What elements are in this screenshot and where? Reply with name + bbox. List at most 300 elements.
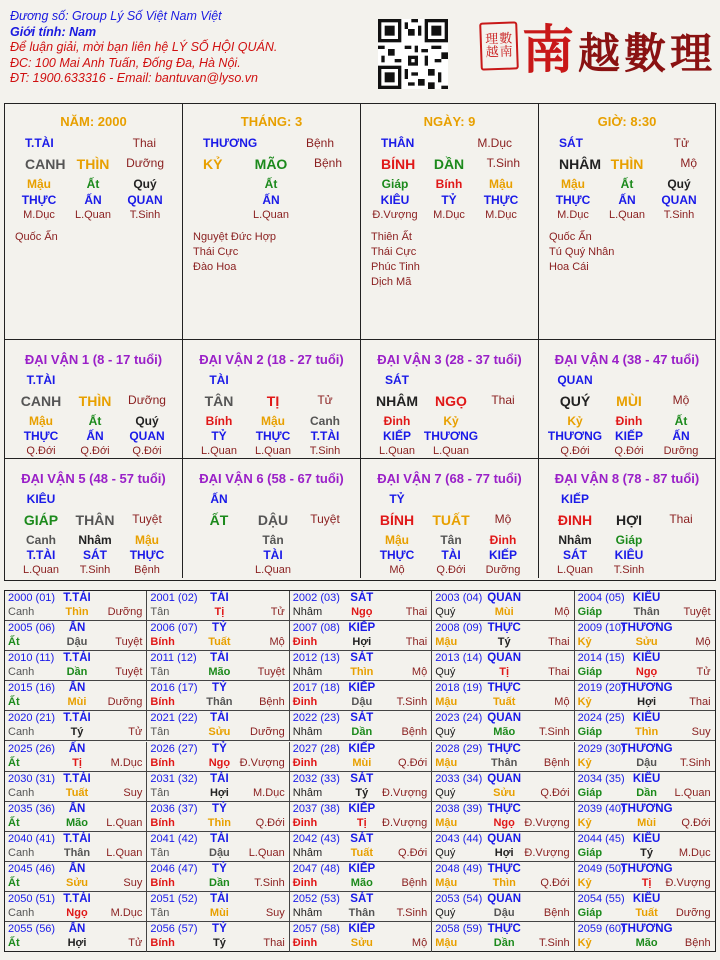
annual-state: Đ.Vượng <box>524 846 570 859</box>
annual-palace: TÀI <box>210 592 229 604</box>
hidden-tuong-sinh: M.Dục <box>23 209 55 221</box>
annual-can: Đinh <box>292 937 318 950</box>
qr-code-icon[interactable] <box>378 19 448 89</box>
annual-year: 2022 (23) <box>292 712 340 725</box>
annual-chi: Mão <box>635 937 658 950</box>
dai-van-hidden-tuong-sinh: L.Quan <box>254 445 292 457</box>
annual-chi: Tý <box>70 726 84 739</box>
dai-van-title: ĐẠI VẬN 4 (38 - 47 tuổi) <box>554 352 700 367</box>
dai-van-can: TÂN <box>204 393 234 409</box>
dai-van-tuong-sinh: Tuyệt <box>310 512 340 526</box>
seal-stamp: 理 數 越 南 <box>479 21 519 70</box>
dai-van-hidden-can: Đinh <box>489 533 517 547</box>
annual-state: Suy <box>691 726 711 739</box>
annual-can: Tân <box>150 786 170 799</box>
annual-palace: KIẾP <box>348 923 376 936</box>
annual-cell <box>147 772 289 802</box>
gender-line <box>10 25 370 41</box>
annual-year: 2053 (54) <box>435 893 483 905</box>
annual-year: 2027 (28) <box>292 742 340 755</box>
dai-van-hidden-can: Mậu <box>29 414 53 428</box>
annual-state: Tuyệt <box>115 636 143 649</box>
annual-cell <box>147 681 289 711</box>
dai-van-chi: THÌN <box>78 393 112 409</box>
annual-state: Dưỡng <box>107 606 143 618</box>
hidden-tuong-sinh: Đ.Vượng <box>372 209 418 221</box>
annual-palace: SÁT <box>350 893 374 905</box>
annual-cell <box>147 862 289 892</box>
dai-van-hidden-tuong-sinh: L.Quan <box>254 564 292 576</box>
annual-cell <box>575 772 715 802</box>
hidden-thap-than: THỰC <box>21 193 57 207</box>
hidden-tuong-sinh: M.Dục <box>433 209 465 221</box>
pillar-cell <box>539 104 715 340</box>
dai-van-hidden-thap-than: ẤN <box>86 429 104 443</box>
annual-cell <box>432 892 574 922</box>
pillar-star: Thiên Ất <box>371 231 412 243</box>
hidden-can: Bính <box>435 177 463 191</box>
annual-year: 2000 (01) <box>8 592 56 604</box>
annual-state: Tử <box>696 666 711 679</box>
pillar-chi-tuong-sinh: T.Sinh <box>486 156 520 170</box>
annual-cell <box>575 651 715 681</box>
annual-cell <box>147 591 289 621</box>
annual-can: Tân <box>150 606 170 618</box>
annual-cell <box>575 892 715 922</box>
annual-chi: Thân <box>206 696 233 709</box>
annual-state: Mộ <box>269 636 285 649</box>
annual-chi: Tý <box>355 786 369 799</box>
dai-van-thap-than: ẤN <box>210 492 228 506</box>
annual-year: 2003 (04) <box>435 592 483 604</box>
annual-year: 2031 (32) <box>150 772 198 785</box>
annual-state: Suy <box>265 907 285 919</box>
annual-cell <box>147 892 289 922</box>
annual-chi: Thân <box>348 907 375 919</box>
annual-state: Bệnh <box>543 756 570 769</box>
annual-can: Mậu <box>435 816 458 829</box>
hidden-thap-than: ẤN <box>618 193 636 207</box>
pillar-thap-than: T.TÀI <box>25 136 54 150</box>
dai-van-hidden-thap-than: ẤN <box>672 429 690 443</box>
annual-cell <box>575 832 715 862</box>
annual-chi: Dần <box>351 726 373 739</box>
annual-chi: Hợi <box>637 696 657 709</box>
annual-chi: Tuất <box>492 696 516 709</box>
dai-van-chi: TỊ <box>266 393 280 409</box>
annual-cell <box>5 862 147 892</box>
dai-van-hidden-tuong-sinh: Bệnh <box>134 564 160 576</box>
annual-palace: TỶ <box>212 802 227 815</box>
pillar-chi-tuong-sinh: Dưỡng <box>126 156 164 170</box>
dai-van-can: GIÁP <box>23 512 59 528</box>
annual-cell <box>5 681 147 711</box>
annual-can: Mậu <box>435 636 458 649</box>
annual-year: 2036 (37) <box>150 802 198 815</box>
annual-chi: Tuất <box>635 907 658 919</box>
annual-palace: KIÊU <box>632 772 661 785</box>
hidden-tuong-sinh: M.Dục <box>557 209 589 221</box>
dai-van-can: ẤT <box>209 512 229 528</box>
annual-state: Đ.Vượng <box>382 786 428 799</box>
annual-state: Tuyệt <box>115 666 143 679</box>
annual-state: Thai <box>548 636 570 649</box>
pillar-tuong-sinh: Tử <box>673 136 689 150</box>
hidden-thap-than: QUAN <box>661 193 697 207</box>
annual-state: M.Dục <box>110 756 143 769</box>
annual-cell <box>290 591 432 621</box>
phone-email-line: ĐT: 1900.633316 - Email: bantuvan@lyso.vn <box>10 71 259 85</box>
annual-year: 2054 (55) <box>577 893 625 905</box>
dai-van-title: ĐẠI VẬN 8 (78 - 87 tuổi) <box>554 471 700 486</box>
annual-state: Q.Đới <box>540 786 570 799</box>
annual-can: Nhâm <box>292 846 323 859</box>
dai-van-hidden-thap-than: TỶ <box>211 429 227 443</box>
pillar-chi: THÌN <box>76 156 110 172</box>
dai-van-title: ĐẠI VẬN 7 (68 - 77 tuổi) <box>377 471 522 486</box>
annual-cell <box>147 802 289 832</box>
annual-chi: Dậu <box>351 696 373 709</box>
dai-van-thap-than: TỶ <box>389 492 405 506</box>
annual-palace: ẤN <box>68 682 86 695</box>
annual-chi: Tuất <box>65 786 89 799</box>
dai-van-hidden-can: Ất <box>674 414 688 428</box>
dai-van-tuong-sinh: Thai <box>669 512 693 526</box>
dai-van-hidden-thap-than: T.TÀI <box>310 429 340 443</box>
annual-palace: THỰC <box>487 622 521 635</box>
pillar-star: Hoa Cái <box>549 261 589 273</box>
annual-can: Canh <box>8 786 35 799</box>
annual-year: 2040 (41) <box>8 832 56 845</box>
dai-van-can: ĐINH <box>557 512 593 528</box>
annual-chi: Mùi <box>209 907 229 919</box>
annual-year: 2006 (07) <box>150 622 198 635</box>
annual-palace: THỰC <box>487 802 521 815</box>
dai-van-title: ĐẠI VẬN 6 (58 - 67 tuổi) <box>199 471 344 486</box>
address-line: ĐC: 100 Mai Anh Tuấn, Đống Đa, Hà Nội. <box>10 55 241 70</box>
annual-chi: Mùi <box>67 696 87 709</box>
annual-state: Thai <box>405 636 428 649</box>
dai-van-hidden-thap-than: THƯƠNG <box>547 429 603 443</box>
annual-can: Quý <box>435 786 456 799</box>
pillar-cell <box>5 104 183 340</box>
dai-van-chi: NGỌ <box>435 393 467 409</box>
annual-can: Ất <box>8 696 20 709</box>
annual-chi: Thìn <box>350 666 374 679</box>
annual-year: 2038 (39) <box>435 802 483 815</box>
annual-chi: Hợi <box>352 636 372 649</box>
annual-chi: Dậu <box>493 907 515 919</box>
annual-state: Q.Đới <box>681 816 711 829</box>
annual-year: 2015 (16) <box>8 682 56 695</box>
annual-cell <box>432 922 574 952</box>
dai-van-cell <box>5 340 183 459</box>
annual-chi: Thìn <box>65 606 89 618</box>
annual-can: Ất <box>8 937 20 950</box>
annual-state: Đ.Vượng <box>665 876 711 889</box>
annual-chi: Tuất <box>208 636 231 649</box>
annual-cell <box>5 922 147 952</box>
annual-chi: Hợi <box>494 846 514 859</box>
pillar-tuong-sinh: Thai <box>132 136 156 150</box>
annual-chi: Tý <box>640 846 654 859</box>
annual-can: Bính <box>150 636 175 649</box>
annual-chi: Thìn <box>207 816 231 829</box>
dai-van-hidden-thap-than: QUAN <box>129 429 165 443</box>
annual-state: T.Sinh <box>396 907 428 919</box>
annual-palace: TỶ <box>212 862 227 875</box>
annual-can: Kỷ <box>577 816 592 829</box>
hidden-thap-than: THỰC <box>555 193 591 207</box>
annual-state: Dưỡng <box>250 726 285 739</box>
annual-cell <box>5 651 147 681</box>
hidden-thap-than: ẤN <box>84 193 102 207</box>
dai-van-hidden-thap-than: KIẾP <box>488 548 518 562</box>
annual-can: Mậu <box>435 696 458 709</box>
dai-van-hidden-thap-than: THỰC <box>379 548 415 562</box>
pillar-can: KỶ <box>203 156 223 172</box>
annual-state: Mộ <box>411 666 428 679</box>
dai-van-hidden-tuong-sinh: L.Quan <box>22 564 60 576</box>
dai-van-hidden-thap-than: SÁT <box>83 548 107 562</box>
annual-can: Quý <box>435 606 456 618</box>
annual-palace: T.TÀI <box>63 712 91 725</box>
annual-chi: Mùi <box>637 816 657 829</box>
annual-state: L.Quan <box>106 846 143 859</box>
annual-palace: ẤN <box>68 862 86 875</box>
hidden-can: Mậu <box>27 177 51 191</box>
annual-chi: Sửu <box>208 726 231 739</box>
annual-cell <box>432 711 574 741</box>
annual-state: Thai <box>263 937 285 950</box>
annual-chi: Tị <box>499 666 510 679</box>
dai-van-hidden-tuong-sinh: T.Sinh <box>613 564 645 576</box>
annual-chi: Thân <box>63 846 91 859</box>
annual-chi: Tuất <box>350 846 373 859</box>
annual-year: 2020 (21) <box>8 712 56 725</box>
dai-van-hidden-can: Đinh <box>615 414 643 428</box>
annual-cell <box>432 772 574 802</box>
dai-van-hidden-can: Canh <box>310 414 340 428</box>
annual-year: 2049 (50) <box>577 862 625 875</box>
annual-chi: Dậu <box>209 846 230 859</box>
dai-van-hidden-thap-than: KIẾP <box>382 429 412 443</box>
annual-palace: TỶ <box>212 923 227 936</box>
annual-year: 2014 (15) <box>577 652 625 665</box>
dai-van-hidden-thap-than: KIÊU <box>614 548 644 562</box>
annual-can: Mậu <box>435 937 458 950</box>
annual-chi: Sửu <box>493 786 516 799</box>
annual-palace: TỶ <box>212 742 227 755</box>
annual-can: Bính <box>150 937 175 950</box>
annual-state: Dưỡng <box>675 907 711 919</box>
annual-cell <box>5 621 147 651</box>
hidden-tuong-sinh: L.Quan <box>608 209 646 221</box>
annual-palace: KIÊU <box>632 652 661 665</box>
annual-state: Suy <box>123 876 143 889</box>
dai-van-tuong-sinh: Tuyệt <box>132 512 162 526</box>
pillar-title: NGÀY: 9 <box>423 114 476 129</box>
pillar-chi: THÌN <box>610 156 644 172</box>
hidden-can: Quý <box>667 177 691 191</box>
annual-year: 2056 (57) <box>150 923 198 936</box>
annual-state: Tử <box>128 937 143 950</box>
annual-palace: THƯƠNG <box>620 742 673 755</box>
dai-van-thap-than: KIẾP <box>560 492 590 506</box>
annual-chi: Sửu <box>65 876 89 889</box>
pillar-star: Tú Quý Nhân <box>549 246 615 258</box>
dai-van-hidden-tuong-sinh: Q.Đới <box>80 445 110 457</box>
annual-can: Tân <box>150 907 170 919</box>
annual-year: 2057 (58) <box>292 923 340 936</box>
pillar-cell <box>183 104 361 340</box>
dai-van-hidden-can: Bính <box>205 414 233 428</box>
annual-can: Quý <box>435 666 456 679</box>
annual-chi: Dần <box>636 786 657 799</box>
annual-can: Ất <box>8 876 20 889</box>
pillar-star: Thái Cực <box>371 246 417 258</box>
annual-cell <box>147 922 289 952</box>
dai-van-thap-than: T.TÀI <box>26 373 56 387</box>
dai-van-can: CANH <box>20 393 62 409</box>
dai-van-hidden-thap-than: THỰC <box>129 548 165 562</box>
pillar-title: THÁNG: 3 <box>240 114 303 129</box>
annual-state: T.Sinh <box>254 876 285 889</box>
dai-van-hidden-thap-than: KIẾP <box>614 429 644 443</box>
annual-cell <box>5 742 147 772</box>
dai-van-hidden-tuong-sinh: Q.Đới <box>614 445 644 457</box>
annual-can: Canh <box>8 726 35 739</box>
annual-state: Thai <box>548 666 570 679</box>
annual-palace: T.TÀI <box>63 832 91 845</box>
annual-palace: QUAN <box>487 772 522 785</box>
dai-van-hidden-thap-than: THƯƠNG <box>423 429 479 443</box>
annual-cell <box>147 742 289 772</box>
annual-year: 2023 (24) <box>435 712 483 725</box>
annual-cell <box>290 742 432 772</box>
annual-chi: Tị <box>72 756 82 769</box>
annual-cell <box>290 802 432 832</box>
annual-cell <box>5 802 147 832</box>
annual-state: Suy <box>123 786 143 799</box>
hidden-tuong-sinh: L.Quan <box>74 209 112 221</box>
dai-van-hidden-can: Mậu <box>385 533 409 547</box>
dai-van-chi: DẬU <box>257 512 289 528</box>
annual-cell <box>575 621 715 651</box>
annual-cell <box>290 862 432 892</box>
dai-van-hidden-can: Ất <box>88 414 102 428</box>
annual-can: Tân <box>150 666 170 679</box>
annual-can: Quý <box>435 907 456 919</box>
dai-van-hidden-tuong-sinh: Q.Đới <box>560 445 590 457</box>
dai-van-hidden-can: Đinh <box>383 414 411 428</box>
annual-cell <box>575 922 715 952</box>
dai-van-cell <box>5 459 183 578</box>
annual-chi: Ngọ <box>208 756 231 769</box>
annual-cell <box>575 862 715 892</box>
annual-state: Đ.Vượng <box>524 816 570 829</box>
annual-can: Đinh <box>292 876 318 889</box>
annual-can: Nhâm <box>292 666 323 679</box>
pillar-star: Thái Cực <box>193 246 239 258</box>
dai-van-hidden-can: Nhâm <box>78 533 112 547</box>
annual-can: Đinh <box>292 756 318 769</box>
contact-line: Để luận giải, mời bạn liên hệ LÝ SỐ HỘI QUÁN. <box>10 40 278 54</box>
dai-van-cell <box>539 459 715 578</box>
pillar-star: Phúc Tinh <box>371 261 420 273</box>
pillar-tuong-sinh: M.Dục <box>477 136 512 150</box>
annual-year: 2044 (45) <box>577 832 625 845</box>
annual-state: Đ.Vượng <box>382 816 428 829</box>
annual-year: 2032 (33) <box>292 772 340 785</box>
hidden-thap-than: QUAN <box>127 193 163 207</box>
annual-can: Bính <box>150 876 175 889</box>
annual-year: 2024 (25) <box>577 712 625 725</box>
pillar-cell <box>361 104 539 340</box>
dai-van-hidden-tuong-sinh: L.Quan <box>432 445 470 457</box>
dai-van-cell <box>183 340 361 459</box>
annual-state: Mộ <box>554 606 570 618</box>
pillar-thap-than: SÁT <box>559 136 583 150</box>
annual-state: M.Dục <box>110 907 143 919</box>
pillar-tuong-sinh: Bệnh <box>305 136 334 150</box>
annual-chi: Dần <box>209 876 230 889</box>
annual-palace: KIẾP <box>348 862 376 875</box>
annual-can: Bính <box>150 816 175 829</box>
logo: 南越數理 <box>522 20 717 81</box>
annual-cell <box>5 772 147 802</box>
dai-van-hidden-can: Tân <box>262 533 284 547</box>
annual-can: Nhâm <box>292 786 323 799</box>
pillar-star: Nguyệt Đức Hợp <box>193 231 277 243</box>
annual-state: Bệnh <box>684 937 711 950</box>
annual-palace: ẤN <box>68 622 86 635</box>
annual-palace: THƯƠNG <box>620 622 673 635</box>
annual-state: T.Sinh <box>539 937 570 950</box>
annual-chi: Dần <box>493 937 515 950</box>
dai-van-hidden-can: Mậu <box>135 533 159 547</box>
annual-can: Bính <box>150 696 175 709</box>
dai-van-chi: THÂN <box>75 512 115 528</box>
annual-cell <box>5 711 147 741</box>
annual-cell <box>290 681 432 711</box>
annual-chi: Mùi <box>494 606 514 618</box>
annual-year: 2026 (27) <box>150 742 198 755</box>
hidden-can: Mậu <box>561 177 585 191</box>
annual-palace: THƯƠNG <box>620 802 673 815</box>
annual-cell <box>432 681 574 711</box>
annual-year: 2052 (53) <box>292 893 340 905</box>
annual-year: 2043 (44) <box>435 832 483 845</box>
dai-van-hidden-can: Tân <box>440 533 462 547</box>
annual-state: Bệnh <box>543 907 570 919</box>
annual-grid <box>4 590 716 952</box>
dai-van-hidden-thap-than: SÁT <box>563 548 587 562</box>
dai-van-hidden-tuong-sinh: L.Quan <box>556 564 594 576</box>
dai-van-tuong-sinh: Thai <box>491 393 515 407</box>
dai-van-hidden-can: Nhâm <box>558 533 592 547</box>
annual-can: Tân <box>150 726 170 739</box>
annual-chi: Ngọ <box>493 816 515 829</box>
dai-van-hidden-tuong-sinh: L.Quan <box>200 445 238 457</box>
annual-palace: KIÊU <box>632 712 661 725</box>
annual-year: 2011 (12) <box>150 652 197 665</box>
annual-year: 2012 (13) <box>292 652 340 665</box>
annual-palace: THƯƠNG <box>620 862 673 875</box>
annual-can: Canh <box>8 907 35 919</box>
hidden-tuong-sinh: T.Sinh <box>129 209 161 221</box>
annual-chi: Thân <box>491 756 518 769</box>
